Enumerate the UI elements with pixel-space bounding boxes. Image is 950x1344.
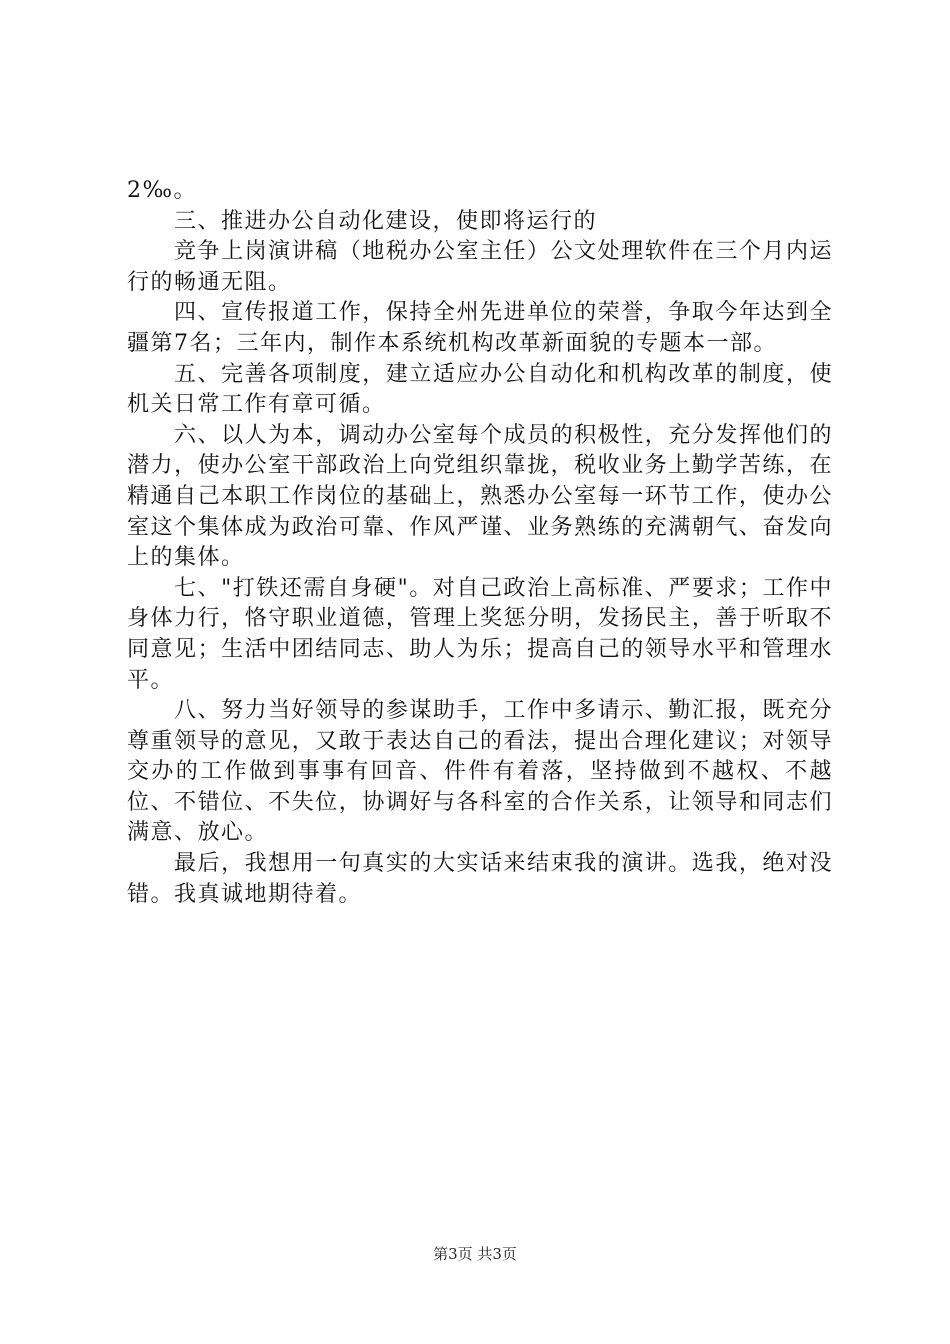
paragraph-item-7: 七、"打铁还需自身硬"。对自己政治上高标准、严要求；工作中身体力行，恪守职业道德，管理上奖惩分明，发扬民主，善于听取不同意见；生活中团结同志、助人为乐；提高自己的领导水平和管理水平。	[127, 575, 833, 693]
paragraph-item-4: 四、宣传报道工作，保持全州先进单位的荣誉，争取今年达到全疆第7名；三年内，制作本系统机构改革新面貌的专题本一部。	[127, 300, 833, 356]
paragraph-item-3-continued: 竞争上岗演讲稿（地税办公室主任）公文处理软件在三个月内运行的畅通无阻。	[127, 239, 833, 295]
paragraph-item-8: 八、努力当好领导的参谋助手，工作中多请示、勤汇报，既充分尊重领导的意见，又敢于表达自己的看法，提出合理化建议；对领导交办的工作做到事事有回音、件件有着落，坚持做到不越权、不越位、不错位、不失位，协调好与各科室的合作关系，让领导和同志们满意、放心。	[127, 698, 833, 846]
paragraph-item-5: 五、完善各项制度，建立适应办公自动化和机构改革的制度，使机关日常工作有章可循。	[127, 361, 833, 418]
document-body	[127, 176, 833, 910]
paragraph-continuation: 2‰。	[127, 178, 198, 203]
page-number-footer: 第3页 共3页	[433, 1245, 517, 1263]
paragraph-item-3: 三、推进办公自动化建设，使即将运行的	[174, 208, 598, 234]
paragraph-item-6: 六、以人为本，调动办公室每个成员的积极性，充分发挥他们的潜力，使办公室干部政治上向党组织靠拢，税收业务上勤学苦练，在精通自己本职工作岗位的基础上，熟悉办公室每一环节工作，使办公室这个集体成为政治可靠、作风严谨、业务熟练的充满朝气、奋发向上的集体。	[127, 422, 833, 571]
paragraph-closing: 最后，我想用一句真实的大实话来结束我的演讲。选我，绝对没错。我真诚地期待着。	[127, 851, 833, 907]
